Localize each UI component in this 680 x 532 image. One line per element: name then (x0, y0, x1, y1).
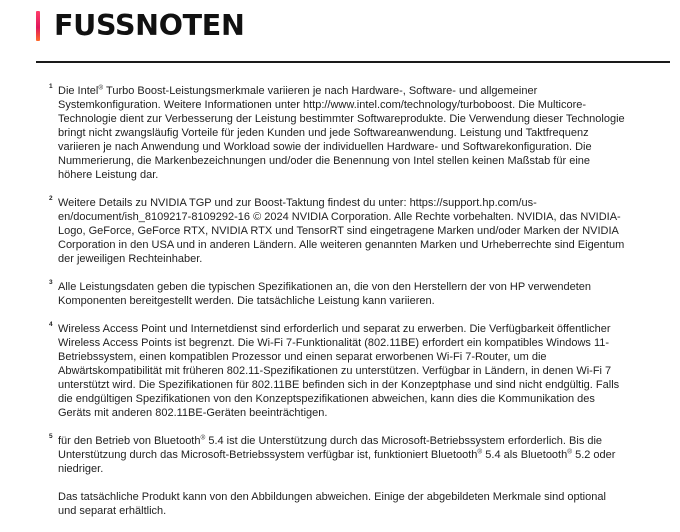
registered-mark: ® (98, 84, 104, 92)
footnote-text: 5.4 als Bluetooth (482, 449, 568, 461)
registered-mark: ® (477, 448, 483, 456)
footnote-text: Die Intel (58, 85, 99, 97)
footnote-text: Weitere Details zu NVIDIA TGP und zur Boost-Taktung findest du unter: https://support.hp.com/us-en/document/ish_8109217-8109292-16 © 2024 NVIDIA Corporation. Alle Rechte vorbehalten. NVIDIA, das NVIDIA-Logo, GeForce, GeForce RTX, NVIDIA RTX und TensorRT sind eingetragene Marken und/oder Marken der NVIDIA Corporation in den USA und in anderen Ländern. Alle weiteren genannten Marken und Urheberrechte sind Eigentum der jeweiligen Rechteinhaber. (58, 197, 625, 265)
footnote-text: für den Betrieb von Bluetooth (58, 435, 201, 447)
footnote-text: Turbo Boost-Leistungsmerkmale variieren je nach Hardware-, Software- und allgemeiner Systemkonfiguration. Weitere Informationen unter http://www.intel.com/technology/turboboost. Die Multicore-Technologie dient zur Verbesserung der Leistung bestimmter Softwareprodukte. Die Verwendung dieser Technologie bringt nicht zwangsläufig Vorteile für jeden Kunden und jede Softwareanwendung. Leistung und Taktfrequenz variieren je nach Anwendung und Workload sowie der individuellen Hardware- und Softwarekonfiguration. Die Nummerierung, die Markenbezeichnungen und/oder die Benennung von Intel stellen keinen Maßstab für eine höhere Leistung dar. (58, 85, 625, 181)
footnote-number: 3 (49, 279, 53, 286)
page-header (36, 8, 245, 44)
footnote-number: 1 (49, 83, 53, 90)
footnote-text: Alle Leistungsdaten geben die typischen Spezifikationen an, die von den Herstellern der von HP verwendeten Komponenten bereitgestellt werden. Die tatsächliche Leistung kann variieren. (58, 281, 592, 307)
footnote-3 (49, 280, 627, 308)
footnote-number: 4 (49, 321, 53, 328)
footnote-number: 5 (49, 433, 53, 440)
registered-mark: ® (567, 448, 573, 456)
footnote-text: Wireless Access Point und Internetdienst sind erforderlich und separat zu erwerben. Die Verfügbarkeit öffentlicher Wireless Access Points ist begrenzt. Die Wi-Fi 7-Funktionalität (802.11BE) erfordert ein kompatibles Windows 11-Betriebssystem, einen kompatiblen Prozessor und einen separat erworbenen Wi-Fi 7-Router, um die Abwärtskompatibilität mit früheren 802.11-Spezifikationen zu unterstützen. Verfügbar in Ländern, in denen Wi-Fi 7 unterstützt wird. Die Spezifikationen für 802.11BE befinden sich in der Konzeptphase und sind nicht endgültig. Falls die endgültigen Spezifikationen von den Konzeptspezifikationen abweichen, kann dies die Kommunikation des Geräts mit anderen 802.11BE-Geräten beeinträchtigen. (58, 323, 620, 419)
closing-note: Das tatsächliche Produkt kann von den Abbildungen abweichen. Einige der abgebildeten Merkmale sind optional und separat erhältlich. (58, 491, 606, 517)
page-title: FUSSNOTEN (54, 9, 245, 42)
footnote-text: 5.2 oder niedriger. (58, 449, 616, 475)
footnote-5 (49, 434, 627, 476)
footnote-text: 5.4 ist die Unterstützung durch das Microsoft-Betriebssystem erforderlich. Bis die Unterstützung durch das Microsoft-Betriebssystem verfügbar ist, funktioniert Bluetooth (58, 435, 603, 461)
registered-mark: ® (200, 434, 206, 442)
accent-bar (36, 11, 40, 41)
footnotes-list (49, 84, 627, 532)
footnote-4 (49, 322, 627, 420)
footnote-1 (49, 84, 627, 182)
header-divider (36, 61, 670, 63)
footnote-2 (49, 196, 627, 266)
footnote-number: 2 (49, 195, 53, 202)
